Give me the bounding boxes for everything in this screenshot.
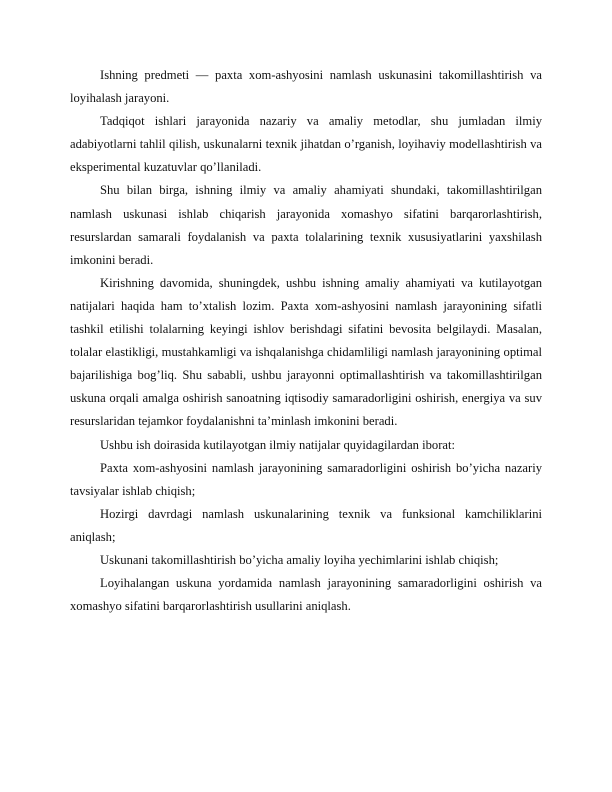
- paragraph-result-3: Uskunani takomillashtirish bo’yicha amaliy loyiha yechimlarini ishlab chiqish;: [100, 552, 499, 567]
- paragraph-result-2: Hozirgi davrdagi namlash uskunalarining texnik va funksional kamchiliklarini aniqlash;: [70, 506, 542, 544]
- paragraph-practical-value: Kirishning davomida, shuningdek, ushbu ishning amaliy ahamiyati va kutilayotgan natijalari haqida ham to’xtalish lozim. Paxta xom-ashyosini namlash jarayonining sifatli tashkil etilishi tolalarning keyingi ishlov berishdagi sifatini bevosita belgilaydi. Masalan, tolalar elastikligi, mustahkamligi va ishqalanishga chidamliligi namlash jarayonining optimal bajarilishiga bog’liq. Shu sababli, ushbu jarayonni optimallashtirish va takomillashtirilgan uskuna orqali amalga oshirish sanoatning iqtisodiy samaradorligini oshirish, energiya va suv resurslaridan tejamkor foydalanishni ta’minlash imkonini beradi.: [70, 275, 542, 429]
- paragraph-expected-results-intro: Ushbu ish doirasida kutilayotgan ilmiy natijalar quyidagilardan iborat:: [100, 437, 455, 452]
- paragraph-result-1: Paxta xom-ashyosini namlash jarayonining samaradorligini oshirish bo’yicha nazariy tavsiyalar ishlab chiqish;: [70, 460, 542, 498]
- paragraph-subject: Ishning predmeti — paxta xom-ashyosini namlash uskunasini takomillashtirish va loyihalash jarayoni.: [70, 68, 542, 106]
- paragraph-result-4: Loyihalangan uskuna yordamida namlash jarayonining samaradorligini oshirish va xomashyo sifatini barqarorlashtirish usullarini aniqlash.: [70, 576, 542, 614]
- document-body: [70, 64, 542, 618]
- paragraph-significance: Shu bilan birga, ishning ilmiy va amaliy ahamiyati shundaki, takomillashtirilgan namlash uskunasi ishlab chiqarish jarayonida xomashyo sifatini barqarorlashtirish, resurslardan samarali foydalanish va paxta tolalarining texnik xususiyatlarini yaxshilash imkonini beradi.: [70, 183, 542, 267]
- paragraph-methods: Tadqiqot ishlari jarayonida nazariy va amaliy metodlar, shu jumladan ilmiy adabiyotlarni tahlil qilish, uskunalarni texnik jihatdan o’rganish, loyihaviy modellashtirish va eksperimental kuzatuvlar qo’llaniladi.: [70, 114, 542, 175]
